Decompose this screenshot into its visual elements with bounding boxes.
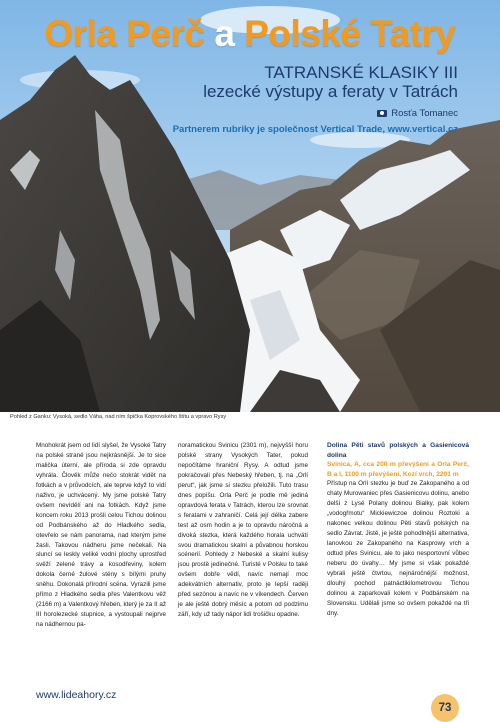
page-number: 73 [438,702,452,714]
author-credit [377,108,458,119]
title-part2: Polské Tatry [244,13,456,54]
website-url: www.lideahory.cz [36,689,117,701]
article-subtitle: lezecké výstupy a feraty v Tatrách [203,82,458,101]
text-column-1 [36,441,166,630]
series-title: TATRANSKÉ KLASIKY III [264,63,458,82]
column-3-text: Přístup na Orlí stezku je buď ze Zakopaného a od chaty Murowaniec přes Gasienicovu dolinu, anebo delší z Lysé Polany dolinou Bialky, pak kolem „vodogřmotu“ Mickiewiczoe dolinou Roztoki a nakonec velkou dolinou Pěti stavů polských na sedlo Závrat. Jistě, je ještě pohodlnější alternativa, lanovkou ze Zakopaného na Kasprowy vrch a odtud přes Svinicu, ale to jako nesportovní vůbec neberu do úvahy… My jsme si však pokaždé vybrali ještě čtvrtou, nejnáročnější možnost, dlouhý pochod patnáctikilometrovou Tichou dolinou a zaparkovali kolem v Podbánském na Slovensku. Udělali jsme so ovšem pokaždé na tři dny. [327,480,469,617]
title-part1: Orla Perč [44,13,205,54]
text-column-3 [327,441,469,619]
page-number-badge [431,694,459,722]
route-details: Svinica, A, cca 200 m převýšení a Orla Perč, B a I, 1100 m převýšení, Kozí vrch, 2291 m [327,461,469,478]
partner-line: Partnerem rubriky je společnost Vertical Trade, www.vertical.cz [172,124,458,135]
column-1-text: Mnohokrát jsem od lidí slyšel, že Vysoké Tatry na polské straně jsou nejkrásnější. Je to sice malička úterní, ale příroda si zde opravdu vyhrála. Člověk může nečo stokrát vidět na fotkách a v průvodcích, ale teprve když to vidí naživo, je uchvácený. My jsme polské Tatry ovšem nevídělí ani na fotkách. Když jsme koncem roku 2013 prošli celou Tichou dolinou od Podbánského až do Hladkého sedla, otevřelo se nám panorama, nad kterým jsme žasli. Takovou nádheru jsme nečekali. Na sluncí se leskly veliké vodní plochy uprostřed svěží zelené trávy a kosodřeviny, kolem dokola černé žulové stěny s bílými pruhy sněhu. Dokonalá přírodní scéna. Vyrazili jsme přímo z Hladkého sedla přes Valentkovu věž (2166 m) a Valentkový hřeben, který je za II až III horolezecké stupnice, a vystoupali nejprve na nádhernou pa- [36,442,166,629]
page-title [0,12,500,56]
title-conjunction: a [214,13,235,54]
route-heading: Dolina Pěti stavů polských a Gasienicová dolina [327,442,469,459]
camera-icon [377,110,387,117]
author-name: Rosťa Tomanec [391,108,458,119]
text-column-2 [178,441,308,620]
column-2-text: noramatickou Svinicu (2301 m), nejvyšší horu polské strany Vysokých Tater, pokud nepočítáme hraniční Rysy. A odtud jsme pokračovali přes Nebeský hřeben, tj. na „Orlí perut“, jak jsme si stezku přeložili. Tuto trasu dnes popíšu. Orla Perč je podle mě jediná opravdová ferata v Tatrách, kterou lze srovnat s feratami v zahraničí. Celá její délka zabere test až osm hodin a je to opravdu náročná a divoká stezka, která každého horala uchvátí svou dramatickou skalní a půvabnou horskou scénerií. Pohledy z Nebeské a skalní kulisy jsou prostě jedinečné. Turisté v Polsku to také ovšem dobře vědí, navíc nemají moc adekvátních alternativ, proto je lepší raději před sezónou a navíc ne v víkendech. Červen je ale ještě dobrý měsíc a potom od podzimu září, kdy už tady nápor lidí trošičku opadne. [178,442,308,619]
photo-caption: Pohled z Ganku: Vysoká, sedlo Váha, nad ním špička Koprovského štítu a vpravo Rysy [10,414,227,420]
